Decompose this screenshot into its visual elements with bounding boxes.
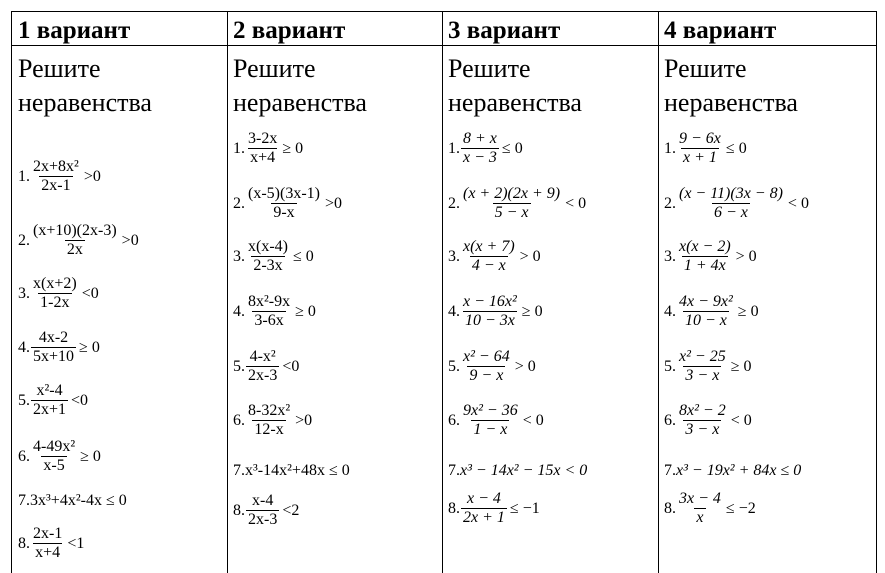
fraction-denominator: 6 − x [714,204,748,221]
inequality-sign: >0 [295,411,313,429]
fraction [461,185,562,222]
problem-number: 4. [664,302,676,320]
variant-column-3 [442,12,658,573]
fraction-denominator: 4 − x [471,257,506,274]
fraction-denominator: 2x-3 [248,367,278,384]
fraction-numerator: (x − 11)(3x − 8) [679,185,783,202]
problem-item [664,402,752,439]
fraction-denominator: 2x + 1 [463,509,505,526]
problem-item [18,158,101,195]
inequality-sign: ≥ 0 [737,302,759,320]
problem-number: 2. [18,231,30,249]
problem-number: 3. [233,247,245,265]
fraction [677,490,723,527]
variant-column-2 [227,12,442,573]
fraction-denominator: 9 − x [469,367,504,384]
problem-number: 6. [448,411,460,429]
fraction [461,348,512,385]
fraction-numerator: 3x − 4 [679,490,721,507]
problem-number: 8. [233,501,245,519]
fraction-denominator: 3-6x [254,312,284,329]
inequality-sign: >0 [324,194,342,212]
problem-item [233,402,312,439]
inequality-sign: <0 [81,284,99,302]
fraction-numerator: 8x²-9x [248,293,291,310]
instruction-text [18,52,152,120]
problem-number: 4. [448,302,460,320]
inequality-sign: >0 [83,167,101,185]
inequality-sign: < 0 [565,194,587,212]
problem-item [448,462,587,480]
problem-item [664,348,751,385]
problem-number: 3. [18,284,30,302]
instruction-line: Решите [664,54,747,83]
instruction-line: Решите [18,54,101,83]
inequality-sign: >0 [121,231,139,249]
problem-item [448,238,541,275]
inequality-sign: > 0 [735,247,757,265]
problem-number: 7. [233,462,245,479]
problem-item [448,185,586,222]
problem-item [448,293,543,330]
instruction-line: неравенства [448,88,582,117]
fraction [31,382,68,419]
fraction-numerator: 3-2x [248,130,278,147]
inequality-sign: ≥ 0 [295,302,316,320]
fraction-numerator: (x + 2)(2x + 9) [463,185,561,202]
problem-number: 6. [18,447,30,465]
problem-item [233,462,350,480]
fraction [677,238,733,275]
fraction-numerator: 8 + x [463,130,497,147]
problem-number: 5. [664,357,676,375]
variant-column-4 [658,12,876,573]
problem-item [664,238,757,275]
problem-number: 2. [448,194,460,212]
problem-number: 7. [448,462,460,479]
fraction [31,525,64,562]
variant-header: 3 вариант [448,17,561,44]
fraction-denominator: 5 − x [494,204,529,221]
fraction [461,130,499,167]
variants-table [11,11,877,573]
problem-number: 1. [664,139,676,157]
fraction [31,329,76,366]
fraction [461,238,517,275]
problem-item [664,462,801,480]
problem-item [18,222,139,259]
fraction-denominator: 10 − x [684,312,727,329]
problem-item [664,185,809,222]
fraction-denominator: 10 − 3x [464,312,515,329]
problem-item [233,185,342,222]
problem-item [233,492,299,529]
fraction-numerator: x − 4 [467,490,501,507]
fraction [31,438,77,475]
fraction [246,185,322,222]
fraction-denominator: 2x+1 [33,401,67,418]
inequality-sign: ≤ 0 [292,247,314,265]
fraction [246,293,292,330]
inequality-sign: < 0 [522,411,544,429]
problem-item [664,130,747,167]
fraction-numerator: x-4 [252,492,274,509]
inequality-sign: < 0 [730,411,752,429]
inequality-sign: <2 [282,501,300,519]
inequality-expression: 3x³+4x²-4x ≤ 0 [30,492,127,509]
fraction-numerator: x² − 64 [463,348,510,365]
table-right-border [876,12,877,573]
fraction-denominator: 1 − x [473,421,508,438]
fraction-numerator: 9x² − 36 [463,402,518,419]
fraction-numerator: 4-49x² [33,438,76,455]
fraction [461,490,507,527]
problem-item [448,348,536,385]
inequality-sign: <0 [71,391,89,409]
instruction-line: неравенства [664,88,798,117]
problem-number: 2. [233,194,245,212]
inequality-sign: ≥ 0 [80,447,101,465]
fraction-denominator: 1-2x [40,294,70,311]
problem-number: 5. [18,391,30,409]
fraction-denominator: 9-x [273,204,295,221]
problem-item [448,130,523,167]
fraction [677,130,723,167]
inequality-expression: x³-14x²+48x ≤ 0 [245,462,350,479]
fraction-denominator: x − 3 [463,149,497,166]
problem-item [18,275,99,312]
inequality-sign: ≥ 0 [79,338,100,356]
variant-header: 4 вариант [664,17,777,44]
variant-column-1 [12,12,227,573]
problem-item [18,438,101,475]
fraction-numerator: 4x − 9x² [679,293,733,310]
fraction-numerator: 2x-1 [33,525,63,542]
problem-number: 8. [18,534,30,552]
fraction-numerator: x(x − 2) [679,238,731,255]
problem-item [448,490,540,527]
inequality-sign: ≥ 0 [730,357,752,375]
problem-item [18,329,100,366]
problem-item [18,382,88,419]
problem-number: 1. [448,139,460,157]
fraction [246,238,290,275]
instruction-line: неравенства [233,88,367,117]
inequality-sign: ≤ −2 [725,499,756,517]
inequality-sign: ≤ −1 [509,499,540,517]
inequality-sign: ≥ 0 [282,139,304,157]
instruction-text [448,52,582,120]
problem-item [233,293,316,330]
instruction-text [664,52,798,120]
inequality-sign: ≥ 0 [521,302,543,320]
inequality-sign: > 0 [514,357,536,375]
fraction-denominator: 2-3x [253,257,283,274]
inequality-sign: > 0 [519,247,541,265]
problem-number: 6. [233,411,245,429]
fraction-denominator: 2x-3 [248,511,278,528]
fraction-denominator: x + 1 [683,149,717,166]
inequality-expression: x³ − 14x² − 15x < 0 [460,462,588,479]
problem-number: 5. [448,357,460,375]
problem-number: 4. [18,338,30,356]
problem-item [233,130,303,167]
fraction-numerator: x²-4 [36,382,63,399]
problem-number: 8. [664,499,676,517]
problem-number: 7. [664,462,676,479]
problem-item [18,525,84,562]
fraction-numerator: (x+10)(2x-3) [33,222,117,239]
problem-item [664,293,759,330]
problem-number: 1. [18,167,30,185]
fraction [677,348,728,385]
fraction [246,492,279,529]
inequality-sign: ≤ 0 [725,139,747,157]
fraction-numerator: x − 16x² [463,293,517,310]
fraction-denominator: 12-x [254,421,284,438]
fraction-numerator: x(x-4) [248,238,288,255]
problem-item [233,238,314,275]
fraction-denominator: 3 − x [685,421,720,438]
inequality-sign: <1 [67,534,85,552]
fraction [31,158,81,195]
fraction-numerator: x(x+2) [33,275,77,292]
problem-number: 3. [664,247,676,265]
problem-number: 3. [448,247,460,265]
fraction [461,293,519,330]
variant-header: 2 вариант [233,17,346,44]
fraction-denominator: 1 + 4x [683,257,726,274]
fraction-denominator: 2x-1 [41,177,71,194]
fraction [31,222,119,259]
fraction-numerator: x(x + 7) [463,238,515,255]
fraction-denominator: 2x [66,241,83,258]
fraction-numerator: 9 − 6x [679,130,721,147]
problem-number: 7. [18,492,30,509]
problem-number: 6. [664,411,676,429]
problem-number: 1. [233,139,245,157]
fraction [246,402,292,439]
problem-number: 2. [664,194,676,212]
problem-item [448,402,544,439]
inequality-sign: < 0 [787,194,809,212]
fraction-denominator: x+4 [250,149,276,166]
fraction [246,130,279,167]
variant-header: 1 вариант [18,17,131,44]
fraction-numerator: 4x-2 [38,329,69,346]
instruction-line: Решите [448,54,531,83]
fraction-denominator: x+4 [35,544,61,561]
problem-number: 8. [448,499,460,517]
inequality-expression: x³ − 19x² + 84x ≤ 0 [676,462,802,479]
problem-item [18,492,127,510]
instruction-text [233,52,367,120]
fraction-denominator: 3 − x [685,367,720,384]
inequality-sign: ≤ 0 [501,139,523,157]
fraction [677,402,728,439]
fraction-numerator: 8-32x² [248,402,291,419]
fraction-numerator: 4-x² [249,348,276,365]
fraction-numerator: 8x² − 2 [679,402,726,419]
fraction [461,402,520,439]
instruction-line: Решите [233,54,316,83]
problem-number: 5. [233,357,245,375]
fraction [246,348,279,385]
fraction-denominator: x-5 [43,457,65,474]
fraction [677,293,735,330]
inequality-sign: <0 [282,357,300,375]
instruction-line: неравенства [18,88,152,117]
fraction-numerator: (x-5)(3x-1) [248,185,320,202]
problem-item [664,490,756,527]
problem-item [233,348,299,385]
fraction-denominator: 5x+10 [33,348,75,365]
fraction [31,275,79,312]
fraction-numerator: x² − 25 [679,348,726,365]
fraction [677,185,785,222]
fraction-denominator: x [696,509,704,526]
problem-number: 4. [233,302,245,320]
fraction-numerator: 2x+8x² [33,158,79,175]
